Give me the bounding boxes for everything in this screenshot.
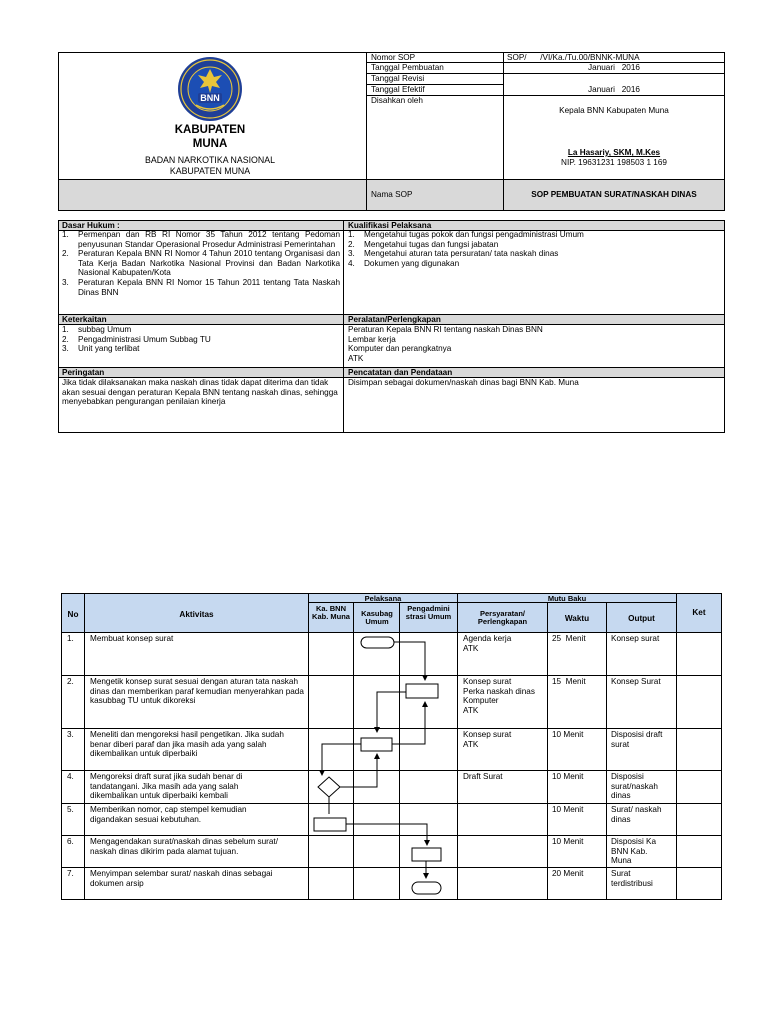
- col-header-waktu: Waktu: [564, 614, 590, 623]
- approver-name: La Hasariy, SKM, M.Kes: [567, 148, 661, 157]
- region-title: KABUPATEN MUNA: [174, 124, 246, 150]
- pencatatan-text: Disimpan sebagai dokumen/naskah dinas bagi BNN Kab. Muna: [348, 378, 579, 387]
- peralatan-list: [348, 325, 720, 363]
- list-item: Lembar kerja: [348, 334, 396, 344]
- flow-connector: [340, 754, 377, 787]
- list-item: 1. Permenpan dan RB RI Nomor 35 Tahun 2012 tentang Pedoman penyusunan Standar Operasional Prosedur Administrasi Pemerintahan: [62, 230, 340, 249]
- row-aktivitas: Mengoreksi draft surat jika sudah benar di tandatangani. Jika masih ada yang salah dikembalikan untuk diperbaiki kembali: [90, 772, 243, 801]
- row-output: Surat/ naskah dinas: [611, 805, 662, 824]
- keterkaitan-list: [62, 325, 340, 354]
- list-item: 1. subbag Umum: [62, 325, 132, 334]
- svg-text:BNN: BNN: [200, 93, 220, 103]
- row-aktivitas: Meneliti dan mengoreksi hasil pengetikan. Jika sudah benar diberi paraf dan jika masih ada yang salah dikembalikan untuk diperbaiki: [90, 730, 284, 759]
- label-disahkan-oleh: Disahkan oleh: [371, 96, 423, 105]
- col-header-output: Output: [628, 614, 655, 623]
- row-output: Disposisi surat/naskah dinas: [611, 772, 658, 801]
- list-item: 2. Mengetahui tugas dan fungsi jabatan: [348, 239, 499, 249]
- label-tanggal-pembuatan: Tanggal Pembuatan: [371, 63, 444, 72]
- row-persyaratan: Konsep surat ATK: [463, 730, 512, 749]
- flow-connector: [377, 692, 406, 732]
- flow-end-terminator: [412, 882, 441, 894]
- list-item: 3. Mengetahui aturan tata persuratan/ tata naskah dinas: [348, 249, 559, 259]
- row-output: Surat terdistribusi: [611, 869, 653, 888]
- list-item: 2. Peraturan Kepala BNN RI Nomor 4 Tahun 2010 tentang Organisasi dan Tata Kerja Badan Narkotika Nasional Provinsi dan Badan Narkotika Nasional Kabupaten/Kota: [62, 249, 340, 278]
- approver-nip: NIP. 19631231 198503 1 169: [561, 158, 667, 167]
- list-item: 3. Peraturan Kepala BNN RI Nomor 15 Tahun 2011 tentang Tata Naskah Dinas BNN: [62, 277, 340, 297]
- agency-region: KABUPATEN MUNA: [169, 166, 251, 176]
- row-waktu: 10 Menit: [552, 772, 584, 781]
- row-waktu: 10 Menit: [552, 837, 584, 846]
- label-tanggal-revisi: Tanggal Revisi: [371, 74, 425, 83]
- peralatan-title: Peralatan/Perlengkapan: [348, 315, 441, 324]
- approver-title: Kepala BNN Kabupaten Muna: [559, 106, 669, 115]
- col-header-kasubag: Kasubag Umum: [361, 609, 393, 627]
- label-nomor-sop: Nomor SOP: [371, 53, 416, 62]
- row-output: Disposisi draft surat: [611, 730, 663, 749]
- flow-process-box: [406, 684, 438, 698]
- row-no: 5.: [67, 805, 74, 814]
- kualifikasi-title: Kualifikasi Pelaksana: [348, 221, 432, 230]
- list-item: 4. Dokumen yang digunakan: [348, 258, 460, 268]
- row-persyaratan: Draft Surat: [463, 772, 503, 781]
- col-header-mutu-baku: Mutu Baku: [547, 594, 587, 603]
- peringatan-title: Peringatan: [62, 368, 105, 377]
- list-item: 2. Pengadministrasi Umum Subbag TU: [62, 334, 211, 344]
- flow-connector: [322, 744, 361, 775]
- row-no: 7.: [67, 869, 74, 878]
- row-aktivitas: Menyimpan selembar surat/ naskah dinas sebagai dokumen arsip: [90, 869, 273, 888]
- col-header-ka-bnn: Ka. BNN Kab. Muna: [312, 604, 350, 622]
- flow-process-box: [314, 818, 346, 831]
- row-waktu: 20 Menit: [552, 869, 584, 878]
- row-no: 2.: [67, 677, 74, 686]
- list-item: 3. Unit yang terlibat: [62, 344, 140, 354]
- row-waktu: 15 Menit: [552, 677, 586, 686]
- bnn-logo: [176, 55, 244, 123]
- row-output: Konsep Surat: [611, 677, 661, 686]
- flow-process-box: [412, 848, 441, 861]
- col-header-no: No: [67, 610, 79, 619]
- flow-connector: [392, 702, 425, 744]
- keterkaitan-title: Keterkaitan: [62, 315, 107, 324]
- row-aktivitas: Mengetik konsep surat sesuai dengan aturan tata naskah dinas dan memberikan paraf kemudian menyerahkan pada kasubbag TU untuk dikoreksi: [90, 677, 304, 706]
- col-header-pelaksana: Pelaksana: [364, 594, 402, 603]
- value-tanggal-efektif: Januari 2016: [588, 85, 640, 94]
- col-header-ket: Ket: [692, 608, 706, 617]
- row-waktu: 10 Menit: [552, 730, 584, 739]
- sop-name-label: Nama SOP: [371, 190, 413, 199]
- list-item: ATK: [348, 353, 364, 363]
- label-tanggal-efektif: Tanggal Efektif: [371, 85, 425, 94]
- flow-decision-diamond: [318, 777, 340, 797]
- agency-name: BADAN NARKOTIKA NASIONAL: [144, 155, 276, 165]
- row-no: 4.: [67, 772, 74, 781]
- col-header-aktivitas: Aktivitas: [179, 610, 214, 619]
- flow-connector: [346, 824, 427, 845]
- row-persyaratan: Konsep surat Perka naskah dinas Komputer ATK: [463, 677, 535, 715]
- flowchart: [308, 632, 458, 900]
- row-aktivitas: Memberikan nomor, cap stempel kemudian digandakan sesuai kebutuhan.: [90, 805, 247, 824]
- row-output: Disposisi Ka BNN Kab. Muna: [611, 837, 657, 866]
- row-no: 6.: [67, 837, 74, 846]
- sop-name-value: SOP PEMBUATAN SURAT/NASKAH DINAS: [531, 190, 697, 199]
- value-nomor-sop: SOP/ /VI/Ka./Tu.00/BNNK-MUNA: [507, 53, 640, 62]
- list-item: Komputer dan perangkatnya: [348, 344, 452, 354]
- row-no: 1.: [67, 634, 74, 643]
- flow-process-box: [361, 738, 392, 751]
- peringatan-text: Jika tidak dilaksanakan maka naskah dinas tidak dapat diterima dan tidak akan sesuai dengan peraturan Kepala BNN tentang naskah dinas, sehingga menyebabkan pengurangan penilaian kinerja: [62, 378, 338, 407]
- flow-start-terminator: [361, 637, 394, 648]
- col-header-pengadministrasi: Pengadmini strasi Umum: [405, 604, 452, 622]
- row-persyaratan: Agenda kerja ATK: [463, 634, 512, 653]
- pencatatan-title: Pencatatan dan Pendataan: [348, 368, 453, 377]
- col-header-persyaratan: Persyaratan/ Perlengkapan: [477, 609, 528, 627]
- list-item: Peraturan Kepala BNN RI tentang naskah Dinas BNN: [348, 325, 543, 334]
- value-tanggal-pembuatan: Januari 2016: [588, 63, 640, 72]
- row-aktivitas: Mengagendakan surat/naskah dinas sebelum surat/ naskah dinas dikirim pada alamat tujuan.: [90, 837, 278, 856]
- row-output: Konsep surat: [611, 634, 660, 643]
- dasar-hukum-list: [62, 230, 340, 297]
- kualifikasi-list: [348, 230, 720, 268]
- dasar-hukum-title: Dasar Hukum :: [62, 221, 120, 230]
- flow-connector: [394, 642, 425, 680]
- row-waktu: 10 Menit: [552, 805, 584, 814]
- list-item: 1. Mengetahui tugas pokok dan fungsi pengadministrasi Umum: [348, 230, 584, 239]
- row-waktu: 25 Menit: [552, 634, 586, 643]
- row-aktivitas: Membuat konsep surat: [90, 634, 174, 643]
- row-no: 3.: [67, 730, 74, 739]
